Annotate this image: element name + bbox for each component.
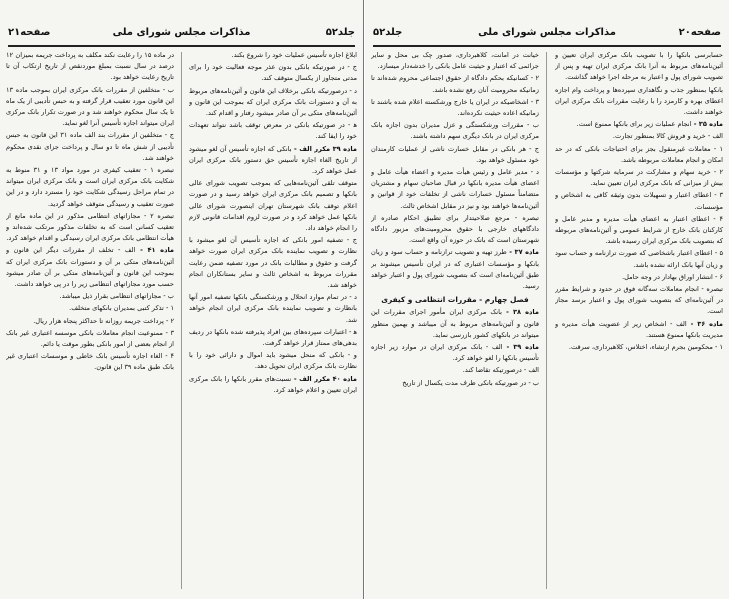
text-paragraph: ابلاغ اجازه تأسیس عملیات خود را شروع بکند. xyxy=(231,51,357,59)
text-paragraph: متوقف تلقی آئین‌نامه‌هایی که بموجب تصویب شورای عالی بانکها و تصمیم بانک مرکزی ایران خواهد رسید و در صورت اعلام توقف بانک شهرستان تهران اینصورت شورای عالی بانکها عمل خواهد کرد و در صورت لزوم اقدامات قانونی لازم را انجام خواهد داد. xyxy=(189,179,357,233)
left-page-volume-label: جلد۵۲ xyxy=(325,27,355,38)
text-paragraph: ج - متخلفین از مقررات بند الف ماده ۳۱ این قانون به حبس تأدیبی از شش ماه تا دو سال و پرداخت جزای نقدی محکوم خواهند شد. xyxy=(6,131,174,162)
article-label: ماده ۴۰ مکرر الف - xyxy=(291,374,357,383)
left-page-number: صفحه۲۱ xyxy=(8,27,51,38)
text-paragraph: تبصره ۱ - تعقیب کیفری در مورد مواد ۱۳ و ۳۱ منوط به شکایت بانک مرکزی ایران است و بانک مرکزی ایران میتواند در تمام مراحل رسیدگی شکایت خود را مسترد دارد و در این صورت تعقیب و رسیدگی متوقف خواهد گردید. xyxy=(6,166,174,208)
article-heading-paragraph xyxy=(371,247,539,292)
left-page-right-column xyxy=(189,50,357,593)
article-body: طرز تهیه و تصویب ترازنامه و حساب سود و زیان بانکها و مؤسسات اعتباری که در ایران تأسیس میشوند بر طبق آئین‌نامه‌ای است که بتصویب شورای پول و اعتبار خواهد رسید. xyxy=(371,248,539,291)
article-heading-paragraph xyxy=(555,119,723,130)
left-page-running-title: مذاکرات مجلس شورای ملی xyxy=(112,27,251,38)
text-paragraph: ۵ - اعطای اعتبار باشخاصی که صورت ترازنامه و حساب سود و زیان آنها بانک ارائه نشده باشد. xyxy=(555,249,723,269)
article-heading-paragraph xyxy=(371,307,539,341)
left-page-left-column xyxy=(6,50,174,593)
article-label: ماده ۳۸ - xyxy=(501,308,539,317)
left-page-header xyxy=(8,27,355,43)
article-label: ماده ۳۵ - xyxy=(691,120,723,129)
section-heading: فصل چهارم - مقررات انتظامی و کیفری xyxy=(381,295,529,305)
text-paragraph: تبصره ۲ - مجازاتهای انتظامی مذکور در این ماده مانع از تعقیب کسانی است که به تخلفات مذکور مرتکب شده‌اند و هیأت انتظامی بانک مرکزی ایران رسیدگی و اقدام خواهد کرد. xyxy=(6,211,174,243)
text-paragraph: ۳ - ممنوعیت انجام معاملات بانکی موسسه اعتباری غیر بانک از انجام بعضی از امور بانکی بطور موقت یا دائم. xyxy=(6,328,174,349)
right-page-running-title: مذاکرات مجلس شورای ملی xyxy=(478,27,616,38)
article-body: الف - بانک مرکزی ایران در موارد زیر اجازه تأسیس بانکها را لغو خواهد کرد. xyxy=(371,343,539,363)
right-page-left-column xyxy=(371,50,539,593)
left-column-divider xyxy=(181,52,182,589)
text-paragraph: ب - مجازاتهای انتظامی بقرار ذیل میباشد. xyxy=(59,292,174,301)
article-body: نسبت‌های مقرر بانکها را بانک مرکزی ایران تعیین و اعلام خواهد کرد. xyxy=(189,374,357,394)
article-heading-paragraph xyxy=(555,319,723,341)
text-paragraph: د - مدیر عامل و رئیس هیأت مدیره و اعضاء هیأت عامل و اعضای هیأت مدیره بانکها در قبال صاحبان سهام و مشتریان متضامناً مسئول خسارات ناشی از تخلفات خود از قوانین و آئین‌نامه‌ها خواهند بود و نیز در مقابل اشخاص ثالث. xyxy=(371,168,539,210)
text-paragraph: ب - متخلفین از مقررات بانک مرکزی ایران بموجب ماده ۱۳ این قانون مورد تعقیب قرار گرفته و به حبس تأدیبی از یک ماه تا یک سال محکوم خواهند شد و در صورت تکرار بانک مرکزی ایران میتواند اجازه تأسیس آنرا لغو نماید. xyxy=(6,85,174,128)
text-paragraph: الف - درصورتیکه تقاضا کند. xyxy=(462,366,539,375)
text-paragraph: ۳ - اشخاصیکه در ایران یا خارج ورشکسته اعلام شده باشند تا زمانیکه اعاده حیثیت نکرده‌اند. xyxy=(371,97,539,118)
text-paragraph: ۱ - تذکر کتبی بمدیران بانکهای متخلف. xyxy=(69,304,174,313)
right-page-right-column xyxy=(555,50,723,593)
right-column-divider xyxy=(546,52,547,589)
text-paragraph: د - درصورتیکه بانکی برخلاف این قانون و آئین‌نامه‌های مربوط به آن و دستورات بانک مرکزی ایران که بموجب این قانون و آئین‌نامه‌های متکی بر آن صادر میشود رفتار و اقدام کند. xyxy=(189,86,357,118)
text-paragraph: ﺝ - تصفیه امور بانکی که اجازه تأسیس آن لغو میشود با نظارت و تصویب نماینده بانک مرکزی ایران صورت خواهد گرفت و حقوق و مطالبات بانک در مورد تصفیه ضمن رعایت مقررات مربوط به اشخاص ثالث و سایر بستانکاران انجام خواهد شد. xyxy=(189,236,357,290)
text-paragraph: ب - در صورتیکه بانکی ظرف مدت یکسال از تاریخ xyxy=(402,378,539,387)
right-page-header xyxy=(373,27,721,43)
article-label: ماده ۳۶ - xyxy=(686,319,723,328)
text-paragraph: ۱ - معاملات غیرمنقول بجز برای احتیاجات بانکی که در حد امکان و انجام معاملات مربوطه باشد. xyxy=(555,144,723,164)
left-header-rule xyxy=(8,45,355,47)
text-paragraph: ﻫ - در صورتیکه بانکی در معرض توقف باشد نتواند تعهدات خود را ایفا کند. xyxy=(189,121,357,141)
text-paragraph: د - در تمام موارد انحلال و ورشکستگی بانکها تصفیه امور آنها بانظارت و تصویب نماینده بانک مرکزی ایران انجام خواهد شد. xyxy=(189,293,357,324)
text-paragraph: ۲ - خرید سهام و مشارکت در سرمایه شرکتها و مؤسسات بیش از میزانی که بانک مرکزی ایران تعیین نماید. xyxy=(555,168,723,188)
article-label: ماده ۴۱ - xyxy=(135,246,174,255)
text-paragraph: و - بانکی که منحل میشود باید اموال و دارائی خود را با نظارت بانک مرکزی ایران تحویل دهد. xyxy=(189,351,357,371)
article-body: الف - اشخاص زیر از عضویت هیأت مدیره و مدیریت بانکها ممنوع هستند. xyxy=(555,319,723,339)
article-label: ماده ۳۷ - xyxy=(506,248,539,257)
right-page-volume-label: جلد۵۲ xyxy=(373,27,403,38)
text-paragraph: ﺝ - در صورتیکه بانکی بدون عذر موجه فعالیت خود را برای مدتی متجاوز از یکسال متوقف کند. xyxy=(189,63,357,83)
article-heading-paragraph xyxy=(189,144,357,178)
text-paragraph: الف - خرید و فروش کالا بمنظور تجارت. xyxy=(612,132,723,141)
article-body: الف - تخلف از مقررات دیگر این قانون و آئین‌نامه‌های متکی بر آن و دستورات بانک مرکزی ایران که بموجب این قانون و آئین‌نامه‌های متکی بر آن صادر میشود حسب مورد مجازاتهای انتظامی زیر را در پی خواهد داشت. xyxy=(6,246,174,289)
text-paragraph: ب - مقررات ورشکستگی و عزل مدیران بدون اجازه بانک مرکزی ایران در بانک دیگری سهم داشته باشند. xyxy=(371,121,539,141)
article-heading-paragraph xyxy=(6,245,174,290)
text-paragraph: ۴ - الغاء اجازه تأسیس بانک خاطی و موسسات اعتباری غیر بانک طبق ماده ۳۹ این قانون. xyxy=(6,352,174,372)
text-paragraph: ۶ - انتشار اوراق بهادار در وجه حامل. xyxy=(622,272,723,281)
article-heading-paragraph xyxy=(371,342,539,364)
text-paragraph: ۴ - اعطای اعتبار به اعضای هیأت مدیره و مدیر عامل و کارکنان بانک خارج از شرایط عمومی و آئین‌نامه‌های مربوطه که بتصویب بانک مرکزی ایران رسیده باشد. xyxy=(555,214,723,246)
text-paragraph: خیانت در امانت، کلاهبرداری، صدور چک بی محل و سایر جرائمی که اعتبار و حیثیت عامل بانکی را خدشه‌دار میسازد. xyxy=(371,51,539,71)
text-paragraph: بانکها بمنظور جذب و نگاهداری سپرده‌ها و پرداخت وام اجازه اعطای بهره و کارمزد را با رعایت مقررات بانک مرکزی ایران خواهند داشت. xyxy=(555,85,723,117)
text-paragraph: ﻫ - اعتبارات سپرده‌های بین افراد پذیرفته شده بانکها در ردیف بدهی‌های ممتاز قرار خواهد گرفت. xyxy=(189,327,357,348)
article-label: ماده ۳۹ - xyxy=(502,343,539,352)
right-page xyxy=(365,0,729,599)
text-paragraph: تبصره - مرجع صلاحیتدار برای تطبیق احکام صادره از دادگاههای خارجی با حقوق محرومیت‌های مزبور دادگاه شهرستان است که بانک در حوزه آن واقع است. xyxy=(371,213,539,245)
text-paragraph: تبصره - انجام معاملات سه‌گانه فوق در حدود و شرایط مقرر در آئین‌نامه‌ای که بتصویب شورای پول و اعتبار برسد مجاز است. xyxy=(555,285,723,316)
article-body: بانک مرکزی ایران مأمور اجرای مقررات این قانون و آئین‌نامه‌های مربوط به آن میباشد و بهمین منظور میتواند در بانکهای کشور بازرسی نماید. xyxy=(371,308,539,339)
text-paragraph: ۳ - اعطای اعتبار و تسهیلات بدون وثیقه کافی به اشخاص و مؤسسات. xyxy=(555,191,723,211)
article-label: ماده ۳۹ مکرر الف - xyxy=(291,144,357,153)
text-paragraph: ج - هر بانکی در مقابل خسارت ناشی از عملیات کارمندان خود مسئول خواهد بود. xyxy=(371,144,539,164)
article-body: بانکی که اجازه تأسیس آن لغو میشود از تاریخ الغاء اجازه تأسیس حق دستور بانک مرکزی ایران عمل خواهد کرد. xyxy=(189,144,357,176)
article-body: انجام عملیات زیر برای بانکها ممنوع است. xyxy=(576,120,692,129)
text-paragraph: ۱ - محکومین بجرم ارتشاء، اختلاس، کلاهبرداری، سرقت. xyxy=(568,343,723,352)
text-paragraph: ۲ - پرداخت جریمه روزانه تا حداکثر پنجاه هزار ریال. xyxy=(33,316,174,325)
text-paragraph: حسابرسی بانکها را با تصویب بانک مرکزی ایران تعیین و آئین‌نامه‌های مربوط به آنرا بانک مرکزی ایران تهیه و پس از تصویب شورای پول و اعتبار به مرحله اجرا خواهد گذاشت. xyxy=(555,51,723,82)
text-paragraph: ۲ - کسانیکه بحکم دادگاه از حقوق اجتماعی محروم شده‌اند تا زمانیکه محرومیت آنان رفع نشده باشد. xyxy=(371,74,539,94)
text-paragraph: در ماده ۱۵ را رعایت نکند مکلف به پرداخت جریمه بمیزان ۱۲ درصد در سال نسبت بمبلغ موردنقص از تاریخ ارتکاب آن تا تاریخ رعایت خواهد بود. xyxy=(6,51,174,82)
article-heading-paragraph xyxy=(189,374,357,396)
left-page xyxy=(0,0,364,599)
right-header-rule xyxy=(373,45,721,47)
right-page-number: صفحه۲۰ xyxy=(678,27,721,38)
